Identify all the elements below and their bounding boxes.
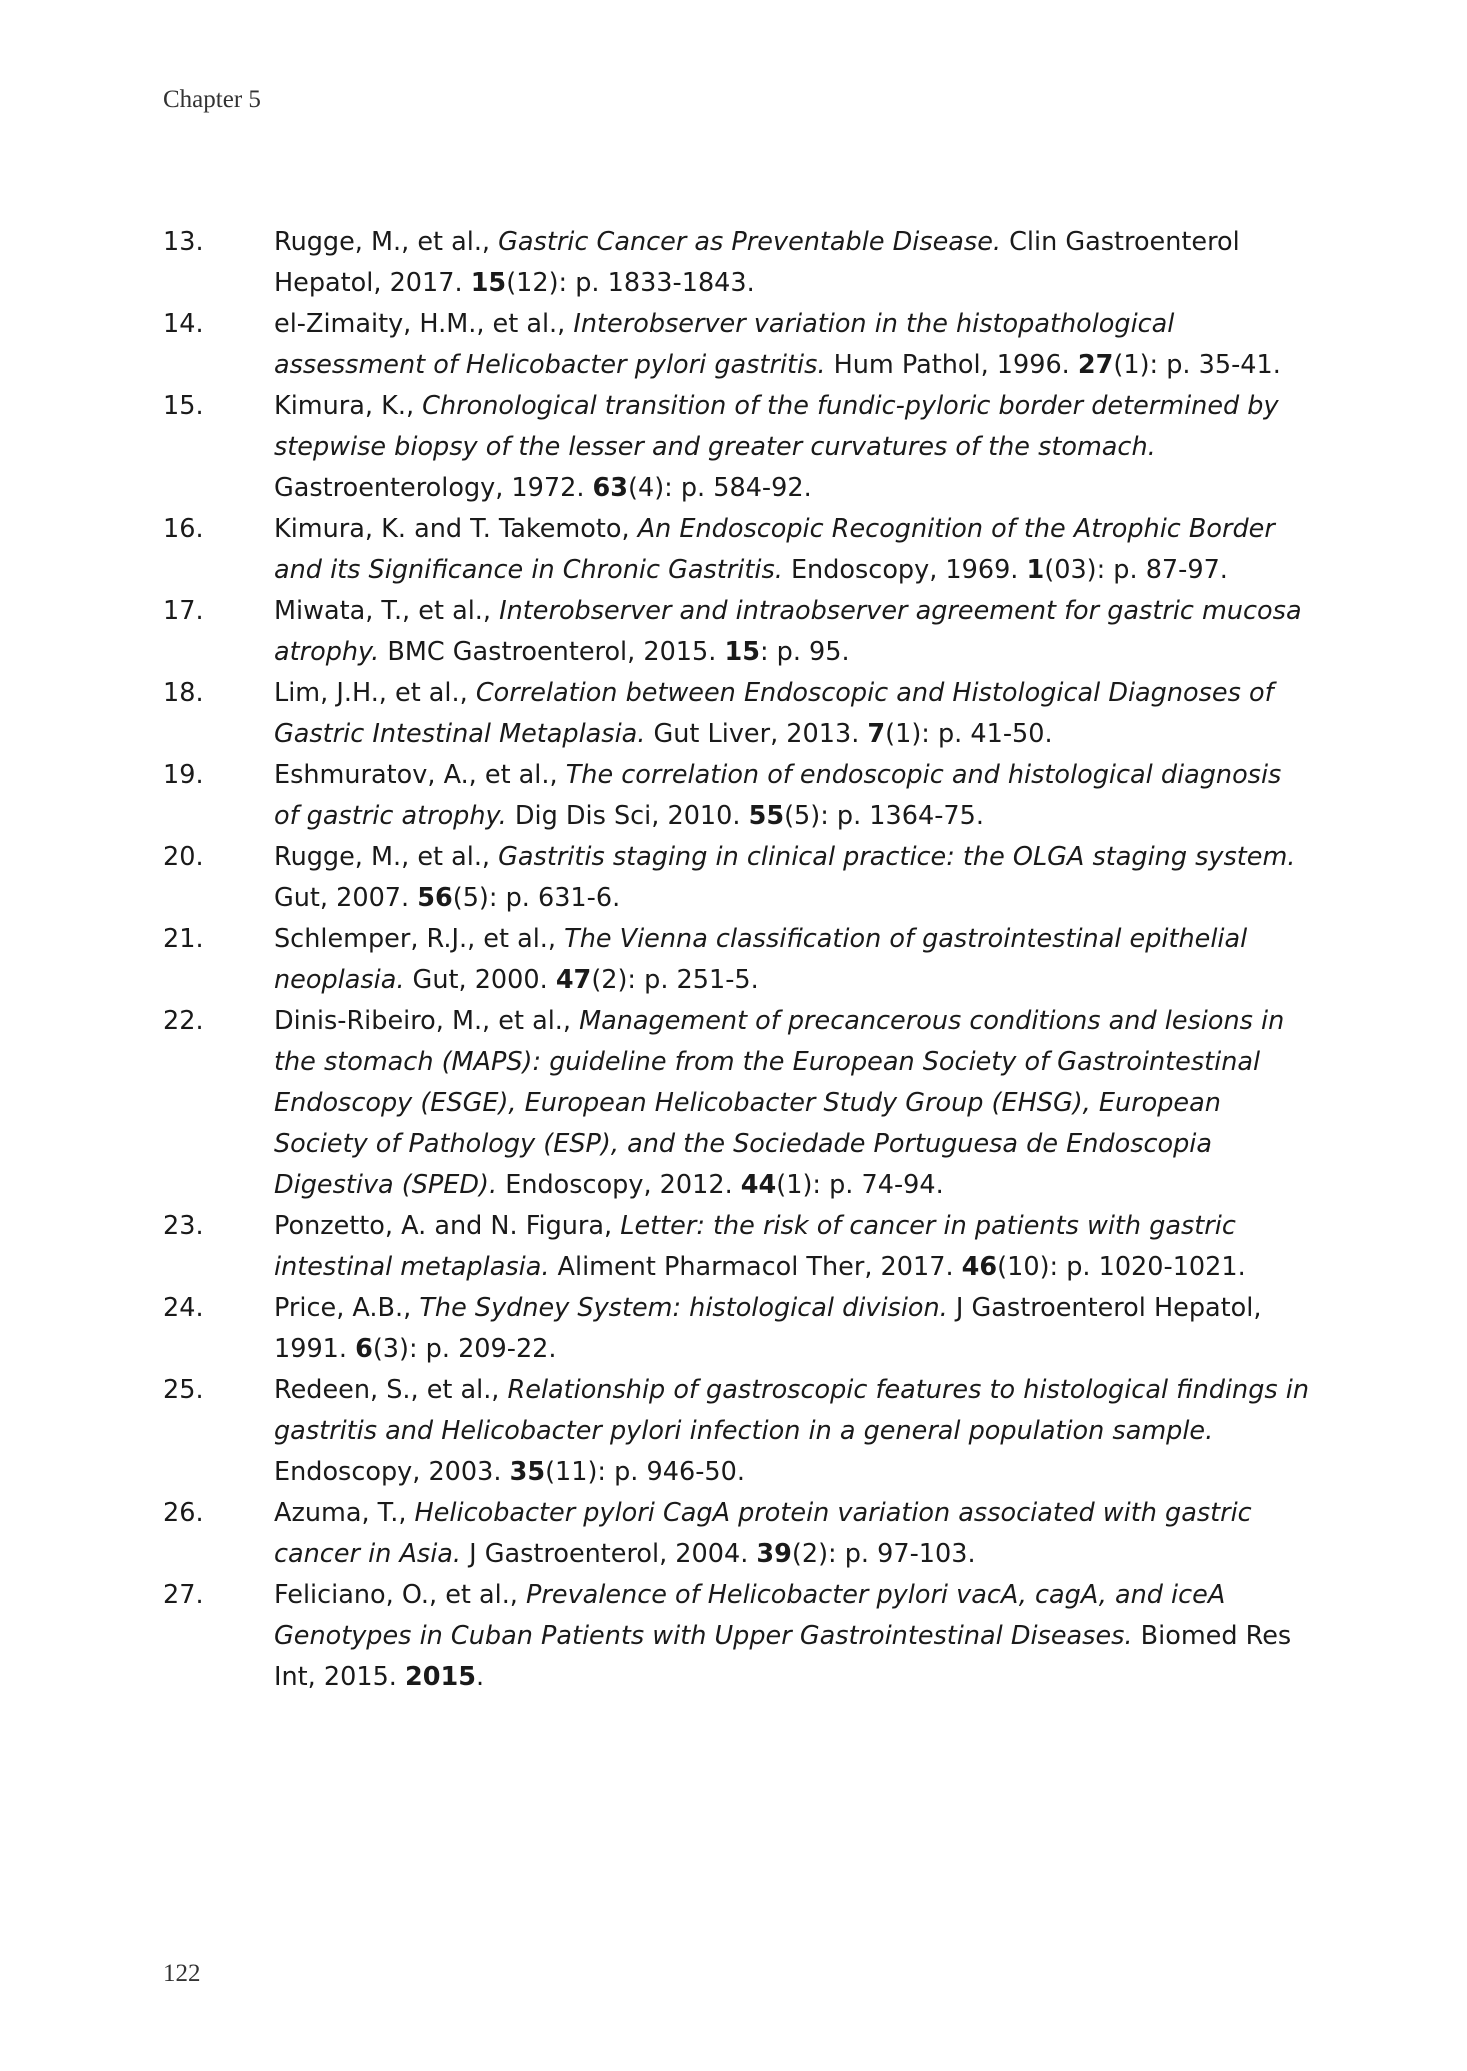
reference-number: 15. <box>163 391 204 421</box>
reference-text <box>274 509 1313 591</box>
reference-number: 22. <box>163 1006 204 1036</box>
reference-number: 23. <box>163 1211 204 1241</box>
reference-text <box>274 1370 1313 1493</box>
reference-list <box>163 222 1313 1698</box>
reference-source: Biomed Res Int, 2015. <box>274 1621 1292 1692</box>
reference-item <box>163 386 1313 509</box>
reference-authors: Kimura, K., <box>274 391 423 421</box>
reference-volume: 27 <box>1077 350 1114 380</box>
reference-authors: Kimura, K. and T. Takemoto, <box>274 514 638 544</box>
running-head: Chapter 5 <box>163 86 261 113</box>
reference-number: 21. <box>163 924 204 954</box>
reference-authors: Rugge, M., et al., <box>274 227 499 257</box>
reference-title: Gastric Cancer as Preventable Disease. <box>498 227 1002 257</box>
reference-item <box>163 591 1313 673</box>
reference-pages: (4): p. 584-92. <box>628 473 812 503</box>
reference-source: Gut, 2007. <box>274 883 418 913</box>
reference-volume: 1 <box>1026 555 1045 585</box>
reference-volume: 44 <box>740 1170 777 1200</box>
reference-authors: Ponzetto, A. and N. Figura, <box>274 1211 621 1241</box>
reference-volume: 63 <box>592 473 629 503</box>
reference-source: Dig Dis Sci, 2010. <box>506 801 749 831</box>
reference-text <box>274 755 1313 837</box>
reference-authors: Dinis-Ribeiro, M., et al., <box>274 1006 580 1036</box>
reference-source: BMC Gastroenterol, 2015. <box>379 637 725 667</box>
reference-item <box>163 1288 1313 1370</box>
reference-pages: (2): p. 97-103. <box>791 1539 976 1569</box>
reference-item <box>163 837 1313 919</box>
reference-volume: 55 <box>748 801 785 831</box>
reference-pages: (1): p. 74-94. <box>776 1170 944 1200</box>
reference-text <box>274 1001 1313 1206</box>
reference-authors: Redeen, S., et al., <box>274 1375 508 1405</box>
reference-volume: 15 <box>470 268 507 298</box>
reference-title: Letter: the risk of cancer in patients with gastric intestinal metaplasia. <box>274 1211 1236 1282</box>
reference-pages: . <box>475 1662 485 1692</box>
reference-item <box>163 1575 1313 1698</box>
reference-pages: (5): p. 1364-75. <box>784 801 984 831</box>
reference-text <box>274 591 1313 673</box>
reference-source: Endoscopy, 1969. <box>782 555 1027 585</box>
reference-pages: (2): p. 251-5. <box>591 965 759 995</box>
reference-volume: 47 <box>555 965 592 995</box>
reference-title: The Vienna classification of gastrointestinal epithelial neoplasia. <box>274 924 1248 995</box>
reference-title: Helicobacter pylori CagA protein variation associated with gastric cancer in Asia. <box>274 1498 1252 1569</box>
reference-item <box>163 304 1313 386</box>
reference-authors: Schlemper, R.J., et al., <box>274 924 565 954</box>
reference-item <box>163 1493 1313 1575</box>
reference-authors: Price, A.B., <box>274 1293 420 1323</box>
reference-source: Gut, 2000. <box>404 965 556 995</box>
reference-text <box>274 1288 1313 1370</box>
reference-pages: (12): p. 1833-1843. <box>506 268 755 298</box>
reference-text <box>274 304 1313 386</box>
reference-authors: Feliciano, O., et al., <box>274 1580 527 1610</box>
reference-pages: (10): p. 1020-1021. <box>997 1252 1246 1282</box>
reference-source: Endoscopy, 2003. <box>274 1457 510 1487</box>
reference-pages: (03): p. 87-97. <box>1044 555 1228 585</box>
reference-title: Management of precancerous conditions and lesions in the stomach (MAPS): guideline from the European Society of Gastrointestinal Endoscopy (ESGE), European Helicobacter Study Group (EHSG), European Society of Pathology (ESP), and the Sociedade Portuguesa de Endoscopia Digestiva (SPED). <box>274 1006 1285 1200</box>
reference-number: 25. <box>163 1375 204 1405</box>
reference-pages: : p. 95. <box>759 637 850 667</box>
reference-volume: 56 <box>417 883 453 913</box>
reference-item <box>163 673 1313 755</box>
reference-source: Endoscopy, 2012. <box>497 1170 741 1200</box>
reference-title: Chronological transition of the fundic-pyloric border determined by stepwise biopsy of the lesser and greater curvatures of the stomach. <box>274 391 1279 462</box>
reference-number: 17. <box>163 596 204 626</box>
reference-number: 27. <box>163 1580 204 1610</box>
reference-item <box>163 919 1313 1001</box>
reference-authors: el-Zimaity, H.M., et al., <box>274 309 574 339</box>
reference-number: 18. <box>163 678 204 708</box>
reference-text <box>274 386 1313 509</box>
reference-authors: Azuma, T., <box>274 1498 415 1528</box>
reference-source: Clin Gastroenterol Hepatol, 2017. <box>274 227 1240 298</box>
reference-number: 24. <box>163 1293 204 1323</box>
reference-title: Interobserver and intraobserver agreement for gastric mucosa atrophy. <box>274 596 1302 667</box>
reference-title: Gastritis staging in clinical practice: the OLGA staging system. <box>498 842 1296 872</box>
reference-text <box>274 673 1313 755</box>
reference-source: Gut Liver, 2013. <box>645 719 868 749</box>
reference-text <box>274 1206 1313 1288</box>
reference-authors: Eshmuratov, A., et al., <box>274 760 566 790</box>
reference-source: Hum Pathol, 1996. <box>825 350 1078 380</box>
reference-number: 26. <box>163 1498 204 1528</box>
reference-title: The correlation of endoscopic and histological diagnosis of gastric atrophy. <box>274 760 1282 831</box>
reference-number: 13. <box>163 227 204 257</box>
reference-item <box>163 509 1313 591</box>
reference-text <box>274 1493 1313 1575</box>
reference-title: Relationship of gastroscopic features to histological findings in gastritis and Helicobacter pylori infection in a general population sample. <box>274 1375 1310 1446</box>
reference-number: 20. <box>163 842 204 872</box>
reference-number: 19. <box>163 760 204 790</box>
reference-volume: 6 <box>355 1334 373 1364</box>
reference-source: J Gastroenterol Hepatol, 1991. <box>274 1293 1262 1364</box>
reference-pages: (3): p. 209-22. <box>372 1334 557 1364</box>
reference-volume: 39 <box>756 1539 792 1569</box>
reference-text <box>274 1575 1313 1698</box>
reference-volume: 46 <box>961 1252 998 1282</box>
reference-title: Correlation between Endoscopic and Histological Diagnoses of Gastric Intestinal Metaplasia. <box>274 678 1274 749</box>
reference-pages: (11): p. 946-50. <box>545 1457 745 1487</box>
reference-pages: (1): p. 41-50. <box>885 719 1053 749</box>
reference-pages: (5): p. 631-6. <box>452 883 621 913</box>
reference-title: An Endoscopic Recognition of the Atrophic Border and its Significance in Chronic Gastritis. <box>274 514 1275 585</box>
reference-volume: 35 <box>509 1457 546 1487</box>
reference-authors: Miwata, T., et al., <box>274 596 500 626</box>
reference-pages: (1): p. 35-41. <box>1113 350 1281 380</box>
reference-source: Gastroenterology, 1972. <box>274 473 593 503</box>
reference-number: 14. <box>163 309 204 339</box>
reference-source: J Gastroenterol, 2004. <box>461 1539 757 1569</box>
reference-volume: 7 <box>867 719 886 749</box>
reference-item <box>163 1370 1313 1493</box>
reference-number: 16. <box>163 514 204 544</box>
reference-title: Interobserver variation in the histopathological assessment of Helicobacter pylori gastritis. <box>274 309 1175 380</box>
page-number: 122 <box>163 1960 201 1987</box>
reference-text <box>274 919 1313 1001</box>
reference-item <box>163 755 1313 837</box>
reference-title: The Sydney System: histological division. <box>419 1293 948 1323</box>
reference-volume: 15 <box>724 637 760 667</box>
reference-authors: Lim, J.H., et al., <box>274 678 476 708</box>
reference-item <box>163 222 1313 304</box>
reference-volume: 2015 <box>405 1662 476 1692</box>
reference-item <box>163 1206 1313 1288</box>
reference-title: Prevalence of Helicobacter pylori vacA, cagA, and iceA Genotypes in Cuban Patients with Upper Gastrointestinal Diseases. <box>274 1580 1226 1651</box>
reference-authors: Rugge, M., et al., <box>274 842 499 872</box>
reference-text <box>274 222 1313 304</box>
reference-item <box>163 1001 1313 1206</box>
reference-source: Aliment Pharmacol Ther, 2017. <box>549 1252 962 1282</box>
reference-text <box>274 837 1313 919</box>
